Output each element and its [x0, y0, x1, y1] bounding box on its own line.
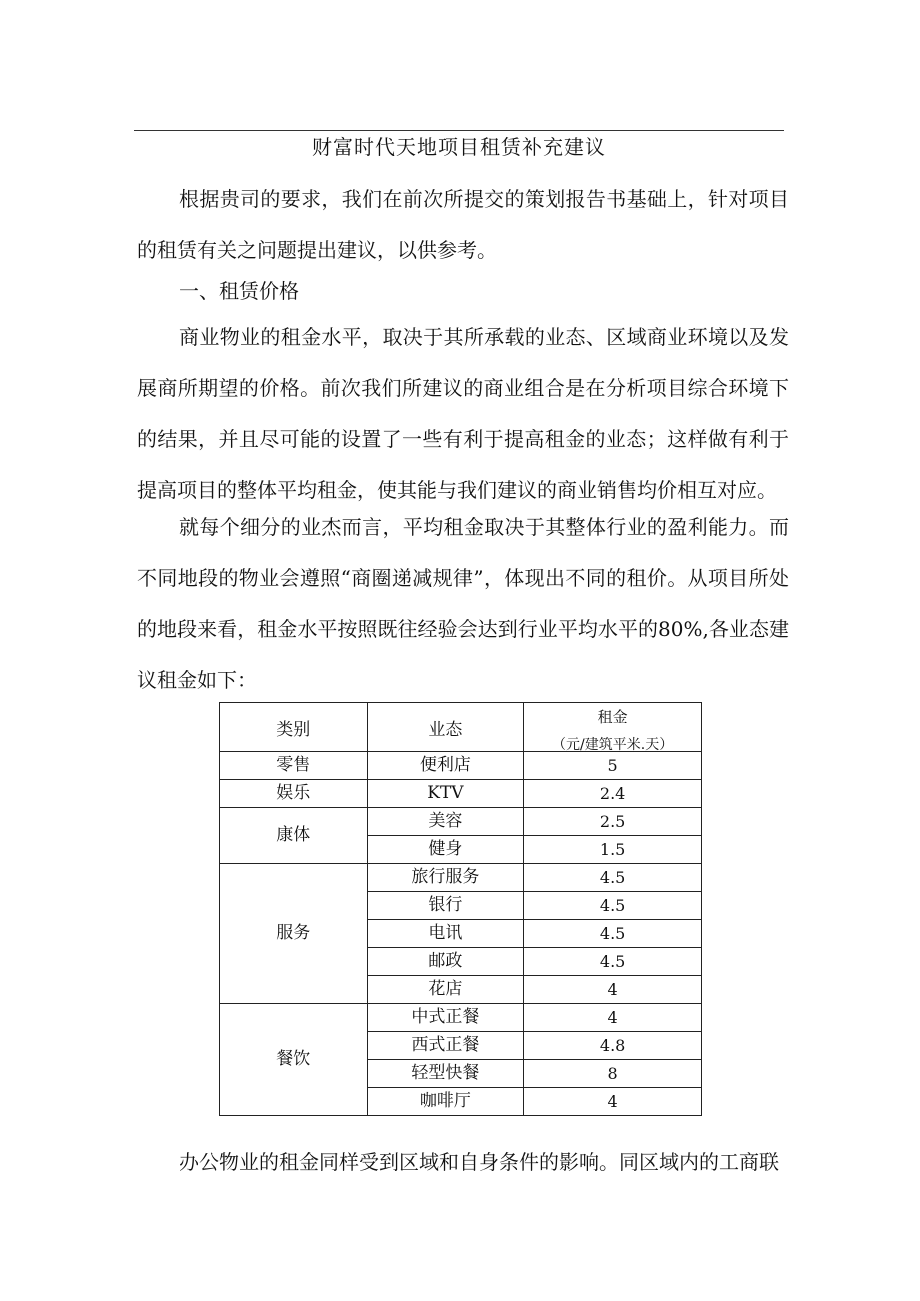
category-cell: 康体: [220, 808, 368, 864]
category-cell: 服务: [220, 864, 368, 1004]
table-row: [220, 780, 702, 808]
table-header-row: [220, 703, 702, 752]
rent-table: [219, 702, 702, 1116]
rent-cell: 1.5: [524, 836, 702, 864]
format-cell: 咖啡厅: [367, 1088, 524, 1116]
section-heading-rent-price: 一、租赁价格: [179, 279, 299, 303]
office-rent-paragraph: 办公物业的租金同样受到区域和自身条件的影响。同区域内的工商联: [179, 1150, 779, 1174]
format-cell: 健身: [367, 836, 524, 864]
intro-paragraph: 根据贵司的要求，我们在前次所提交的策划报告书基础上，针对项目的租赁有关之问题提出建议，以供参考。: [137, 187, 789, 262]
format-cell: 电讯: [367, 920, 524, 948]
category-cell: 餐饮: [220, 1004, 368, 1116]
format-cell: KTV: [367, 780, 524, 808]
header-rent-label: 租金: [597, 708, 628, 726]
category-cell: 零售: [220, 752, 368, 780]
header-rent: [524, 703, 702, 752]
rent-cell: 4: [524, 1004, 702, 1032]
format-cell: 便利店: [367, 752, 524, 780]
rent-cell: 5: [524, 752, 702, 780]
header-rule: [134, 130, 784, 131]
format-cell: 美容: [367, 808, 524, 836]
table-row: [220, 1004, 702, 1032]
format-cell: 花店: [367, 976, 524, 1004]
format-cell: 轻型快餐: [367, 1060, 524, 1088]
format-cell: 银行: [367, 892, 524, 920]
header-rent-unit: （元/建筑平米.天）: [552, 737, 674, 751]
rent-cell: 4: [524, 976, 702, 1004]
rent-cell: 2.4: [524, 780, 702, 808]
rent-cell: 4.8: [524, 1032, 702, 1060]
category-cell: 娱乐: [220, 780, 368, 808]
table-row: [220, 752, 702, 780]
format-cell: 邮政: [367, 948, 524, 976]
rent-cell: 4.5: [524, 920, 702, 948]
rent-cell: 4.5: [524, 864, 702, 892]
format-rent-paragraph: 就每个细分的业杰而言，平均租金取决于其整体行业的盈利能力。而不同地段的物业会遵照“商圈递减规律”，体现出不同的租价。从项目所处的地段来看，租金水平按照既往经验会达到行业平均水平的80%,各业态建议租金如下：: [137, 515, 789, 692]
header-format: 业态: [367, 703, 524, 752]
table-row: [220, 808, 702, 836]
header-category: 类别: [220, 703, 368, 752]
document-title: 财富时代天地项目租赁补充建议: [312, 135, 606, 159]
table-row: [220, 864, 702, 892]
rent-cell: 8: [524, 1060, 702, 1088]
format-cell: 旅行服务: [367, 864, 524, 892]
format-cell: 西式正餐: [367, 1032, 524, 1060]
rent-cell: 4: [524, 1088, 702, 1116]
rent-cell: 4.5: [524, 948, 702, 976]
commercial-rent-paragraph: 商业物业的租金水平，取决于其所承载的业态、区域商业环境以及发展商所期望的价格。前次我们所建议的商业组合是在分析项目综合环境下的结果，并且尽可能的设置了一些有利于提高租金的业态；这样做有利于提高项目的整体平均租金，使其能与我们建议的商业销售均价相互对应。: [137, 325, 789, 502]
rent-cell: 4.5: [524, 892, 702, 920]
format-cell: 中式正餐: [367, 1004, 524, 1032]
rent-cell: 2.5: [524, 808, 702, 836]
